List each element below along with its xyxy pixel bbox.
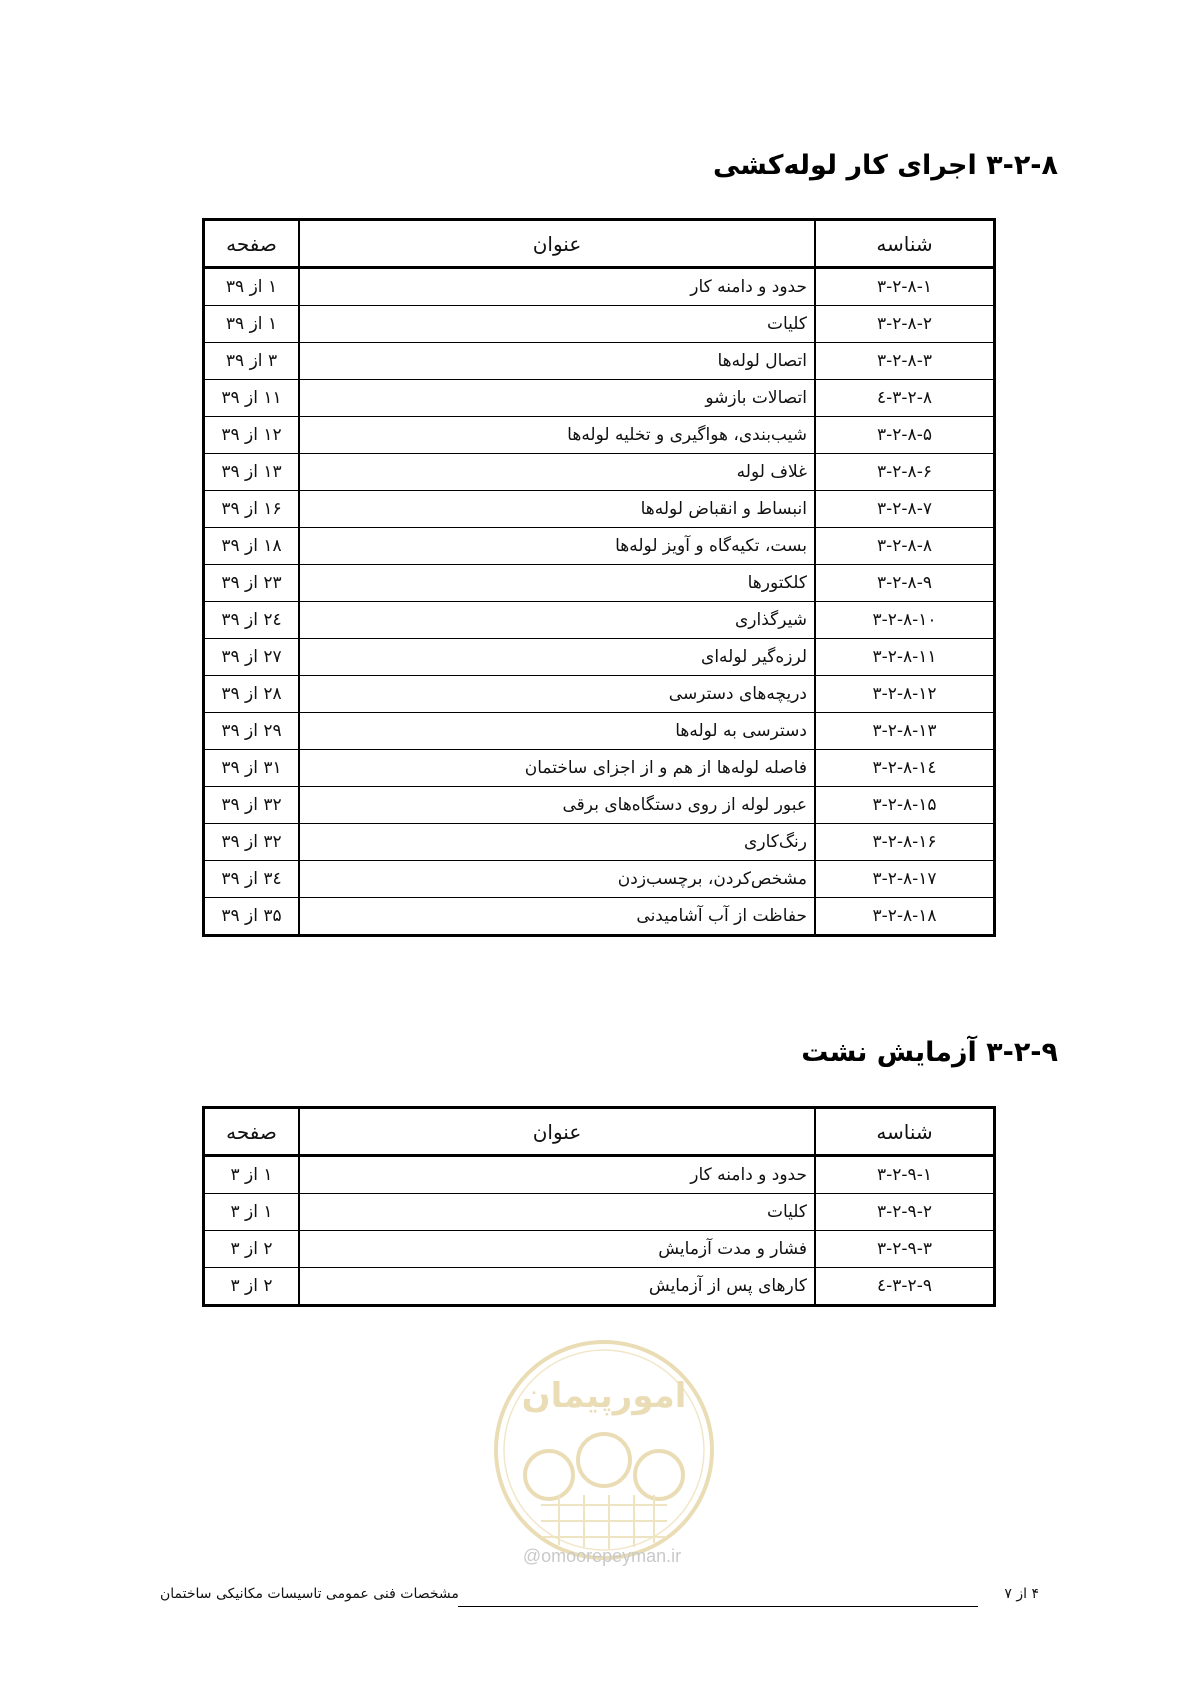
row-page: ۲۷ از ۳۹ (204, 639, 300, 676)
column-header-id: شناسه (815, 220, 995, 268)
row-page: ۱ از ۳ (204, 1194, 300, 1231)
row-page: ۳۲ از ۳۹ (204, 824, 300, 861)
row-title: حدود و دامنه کار (299, 1156, 815, 1194)
row-title: کلیات (299, 1194, 815, 1231)
row-id: ۳-۲-۸-۱۵ (815, 787, 995, 824)
row-id: ۳-۲-۸-۱۰ (815, 602, 995, 639)
table-row (204, 268, 995, 306)
row-page: ۳ از ۳۹ (204, 343, 300, 380)
row-title: فشار و مدت آزمایش (299, 1231, 815, 1268)
row-title: غلاف لوله (299, 454, 815, 491)
table-row (204, 528, 995, 565)
row-id: ۳-۲-۸-۱٤ (815, 750, 995, 787)
row-title: فاصله لوله‌ها از هم و از اجزای ساختمان (299, 750, 815, 787)
row-page: ۱ از ۳ (204, 1156, 300, 1194)
row-page: ۱۲ از ۳۹ (204, 417, 300, 454)
watermark-logo (489, 1335, 719, 1565)
row-page: ۲ از ۳ (204, 1231, 300, 1268)
table-row (204, 898, 995, 936)
row-id: ۳-۲-۸-۹ (815, 565, 995, 602)
row-title: مشخص‌کردن، برچسب‌زدن (299, 861, 815, 898)
row-id: ۳-۲-۹-۱ (815, 1156, 995, 1194)
table-row (204, 713, 995, 750)
row-page: ۲۹ از ۳۹ (204, 713, 300, 750)
section-9-table (202, 1106, 996, 1307)
row-page: ۱۳ از ۳۹ (204, 454, 300, 491)
row-page: ۱ از ۳۹ (204, 306, 300, 343)
table-row (204, 1231, 995, 1268)
row-title: حفاظت از آب آشامیدنی (299, 898, 815, 936)
row-id: ۳-۲-۸-۵ (815, 417, 995, 454)
row-id: ۳-۲-۸-۱ (815, 268, 995, 306)
row-id: ۳-۲-۸-۱۲ (815, 676, 995, 713)
row-page: ۳٤ از ۳۹ (204, 861, 300, 898)
row-title: کلیات (299, 306, 815, 343)
row-page: ۲۳ از ۳۹ (204, 565, 300, 602)
table-row (204, 676, 995, 713)
row-title: کلکتورها (299, 565, 815, 602)
row-id: ۳-۲-۹-۲ (815, 1194, 995, 1231)
column-header-title: عنوان (299, 220, 815, 268)
table-row (204, 639, 995, 676)
watermark-logo-text: امورپیمان (521, 1376, 687, 1416)
row-title: عبور لوله از روی دستگاه‌های برقی (299, 787, 815, 824)
row-id: ۳-۲-۸-٤ (815, 380, 995, 417)
row-page: ۲۸ از ۳۹ (204, 676, 300, 713)
section-9-heading: ۳-۲-۹ آزمایش نشت (801, 1037, 1058, 1068)
row-id: ۳-۲-۸-۱۱ (815, 639, 995, 676)
table-row (204, 861, 995, 898)
row-page: ۱ از ۳۹ (204, 268, 300, 306)
row-title: شیرگذاری (299, 602, 815, 639)
table-row (204, 1268, 995, 1306)
row-page: ۱۱ از ۳۹ (204, 380, 300, 417)
section-8-table (202, 218, 996, 937)
row-page: ۳۲ از ۳۹ (204, 787, 300, 824)
row-page: ۱۸ از ۳۹ (204, 528, 300, 565)
row-title: اتصال لوله‌ها (299, 343, 815, 380)
table-row (204, 491, 995, 528)
footer-divider (458, 1606, 978, 1607)
row-id: ۳-۲-۸-۷ (815, 491, 995, 528)
row-title: لرزه‌گیر لوله‌ای (299, 639, 815, 676)
table-row (204, 417, 995, 454)
row-id: ۳-۲-۸-۲ (815, 306, 995, 343)
row-title: دسترسی به لوله‌ها (299, 713, 815, 750)
table-header-row (204, 220, 995, 268)
row-id: ۳-۲-۸-۸ (815, 528, 995, 565)
table-row (204, 306, 995, 343)
section-8-table-body (204, 268, 995, 936)
column-header-id: شناسه (815, 1108, 995, 1156)
row-title: اتصالات بازشو (299, 380, 815, 417)
row-page: ۲ از ۳ (204, 1268, 300, 1306)
column-header-title: عنوان (299, 1108, 815, 1156)
watermark-site: @omoorepeyman.ir (522, 1546, 682, 1566)
table-header-row (204, 1108, 995, 1156)
row-page: ۲٤ از ۳۹ (204, 602, 300, 639)
row-title: کارهای پس از آزمایش (299, 1268, 815, 1306)
column-header-page: صفحه (204, 220, 300, 268)
row-title: انبساط و انقباض لوله‌ها (299, 491, 815, 528)
table-row (204, 750, 995, 787)
row-id: ۳-۲-۸-۱۷ (815, 861, 995, 898)
row-title: رنگ‌کاری (299, 824, 815, 861)
table-row (204, 454, 995, 491)
row-id: ۳-۲-۸-۱۸ (815, 898, 995, 936)
footer-page-number: ۴ از ۷ (1004, 1586, 1039, 1602)
footer-document-title: مشخصات فنی عمومی تاسیسات مکانیکی ساختمان (160, 1586, 459, 1602)
row-title: شیب‌بندی، هواگیری و تخلیه لوله‌ها (299, 417, 815, 454)
row-title: بست، تکیه‌گاه و آویز لوله‌ها (299, 528, 815, 565)
table-row (204, 787, 995, 824)
table-row (204, 565, 995, 602)
row-page: ۱۶ از ۳۹ (204, 491, 300, 528)
table-row (204, 1156, 995, 1194)
table-row (204, 602, 995, 639)
row-page: ۳۱ از ۳۹ (204, 750, 300, 787)
row-id: ۳-۲-۸-۱۶ (815, 824, 995, 861)
table-row (204, 824, 995, 861)
column-header-page: صفحه (204, 1108, 300, 1156)
table-row (204, 1194, 995, 1231)
row-id: ۳-۲-۹-۳ (815, 1231, 995, 1268)
row-title: دریچه‌های دسترسی (299, 676, 815, 713)
row-id: ۳-۲-۸-۶ (815, 454, 995, 491)
section-8-heading: ۳-۲-۸ اجرای کار لوله‌کشی (712, 150, 1058, 181)
row-id: ۳-۲-۸-۱۳ (815, 713, 995, 750)
row-title: حدود و دامنه کار (299, 268, 815, 306)
row-id: ۳-۲-۹-٤ (815, 1268, 995, 1306)
table-row (204, 380, 995, 417)
row-page: ۳۵ از ۳۹ (204, 898, 300, 936)
section-9-table-body (204, 1156, 995, 1306)
row-id: ۳-۲-۸-۳ (815, 343, 995, 380)
table-row (204, 343, 995, 380)
